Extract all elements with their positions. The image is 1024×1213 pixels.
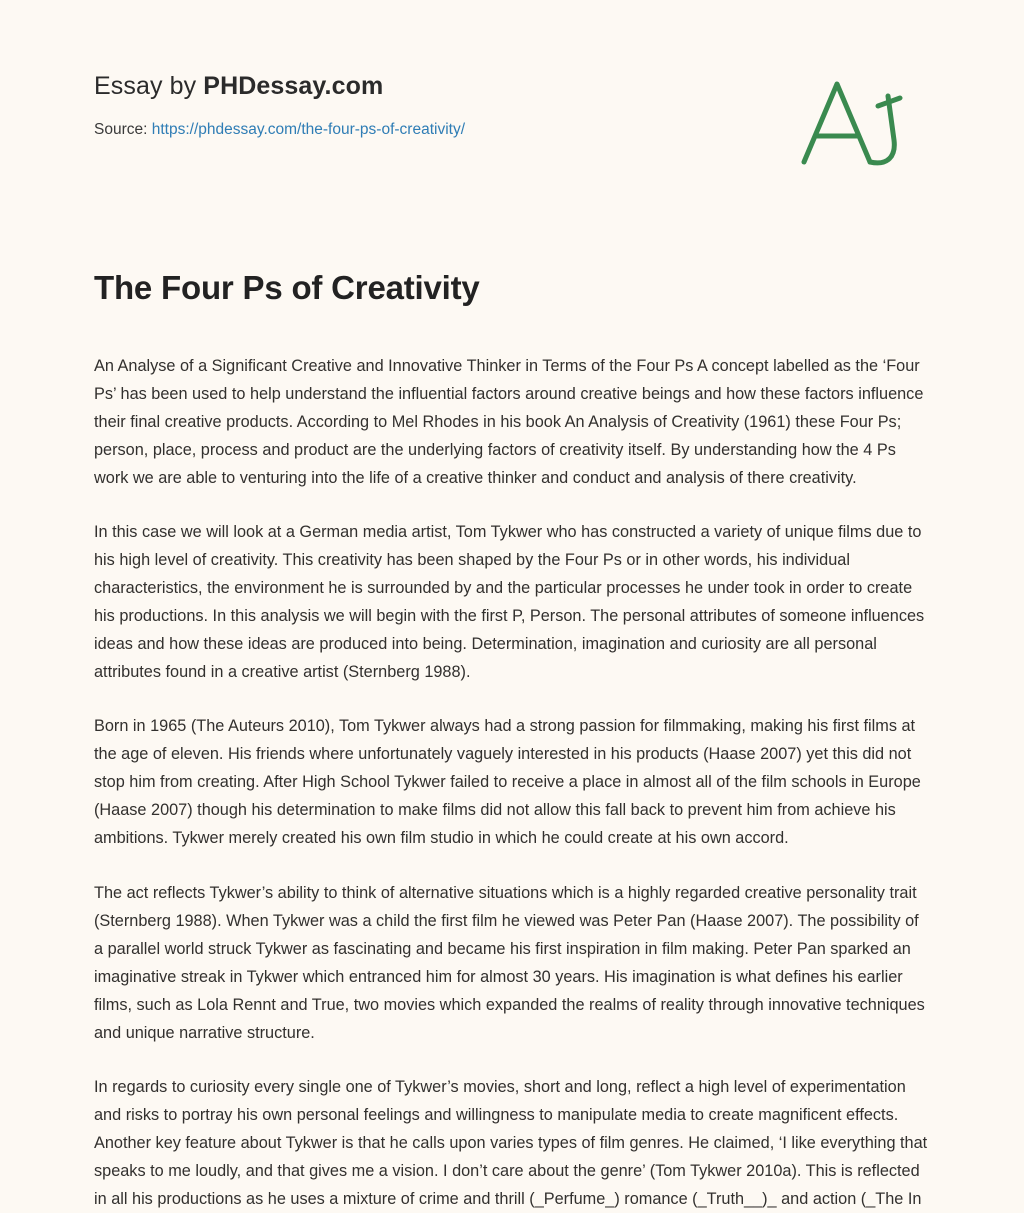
source-line (94, 121, 465, 139)
source-label: Source: (94, 121, 152, 138)
document-header (94, 66, 930, 175)
page-title: The Four Ps of Creativity (94, 269, 480, 306)
header-left (94, 66, 465, 139)
paragraph: In this case we will look at a German media artist, Tom Tykwer who has constructed a variety of unique films due to his high level of creativity. This creativity has been shaped by the Four Ps or in other words, his individual characteristics, the environment he is surrounded by and the particular processes he under took in order to create his productions. In this analysis we will begin with the first P, Person. The personal attributes of someone influences ideas and how these ideas are produced into being. Determination, imagination and curiosity are all personal attributes found in a creative artist (Sternberg 1988). (94, 523, 925, 682)
paragraph: Born in 1965 (The Auteurs 2010), Tom Tykwer always had a strong passion for filmmaking, making his first films at the age of eleven. His friends where unfortunately vaguely interested in his products (Haase 2007) yet this did not stop him from creating. After High School Tykwer failed to receive a place in almost all of the film schools in Europe (Haase 2007) though his determination to make films did not allow this fall back to prevent him from achieve his ambitions. Tykwer merely created his own film studio in which he could create at his own accord. (94, 717, 921, 848)
brand-by-label: by (162, 72, 204, 100)
brand-essay-label: Essay (94, 72, 163, 100)
brand-site-label: PHDessay.com (203, 72, 384, 100)
source-url-link[interactable]: https://phdessay.com/the-four-ps-of-creativity/ (151, 121, 466, 138)
a-plus-logo-icon (792, 70, 912, 175)
brand-line (94, 72, 465, 101)
paragraph: The act reflects Tykwer’s ability to think of alternative situations which is a highly regarded creative personality trait (Sternberg 1988). When Tykwer was a child the first film he viewed was Peter Pan (Haase 2007). The possibility of a parallel world struck Tykwer as fascinating and became his first inspiration in film making. Peter Pan sparked an imaginative streak in Tykwer which entranced him for almost 30 years. His imagination is what defines his earlier films, such as Lola Rennt and True, two movies which expanded the realms of reality through innovative techniques and unique narrative structure. (94, 883, 925, 1042)
paragraph: In regards to curiosity every single one of Tykwer’s movies, short and long, reflect a high level of experimentation and risks to portray his own personal feelings and willingness to manipulate media to create magnificent effects. Another key feature about Tykwer is that he calls upon varies types of film genres. He claimed, ‘I like everything that speaks to me loudly, and that gives me a vision. I don’t care about the genre’ (Tom Tykwer 2010a). This is reflected in all his productions as he uses a mixture of crime and thrill (_Perfume_) romance (_Truth__)_ and action (_The In (94, 1077, 928, 1208)
paragraph: An Analyse of a Significant Creative and Innovative Thinker in Terms of the Four Ps A concept labelled as the ‘Four Ps’ has been used to help understand the influential factors around creative beings and how these factors influence their final creative products. According to Mel Rhodes in his book An Analysis of Creativity (1961) these Four Ps; person, place, process and product are the underlying factors of creativity itself. By understanding how the 4 Ps work we are able to venturing into the life of a creative thinker and conduct and analysis of there creativity. (94, 357, 924, 488)
article-body (94, 352, 930, 1212)
